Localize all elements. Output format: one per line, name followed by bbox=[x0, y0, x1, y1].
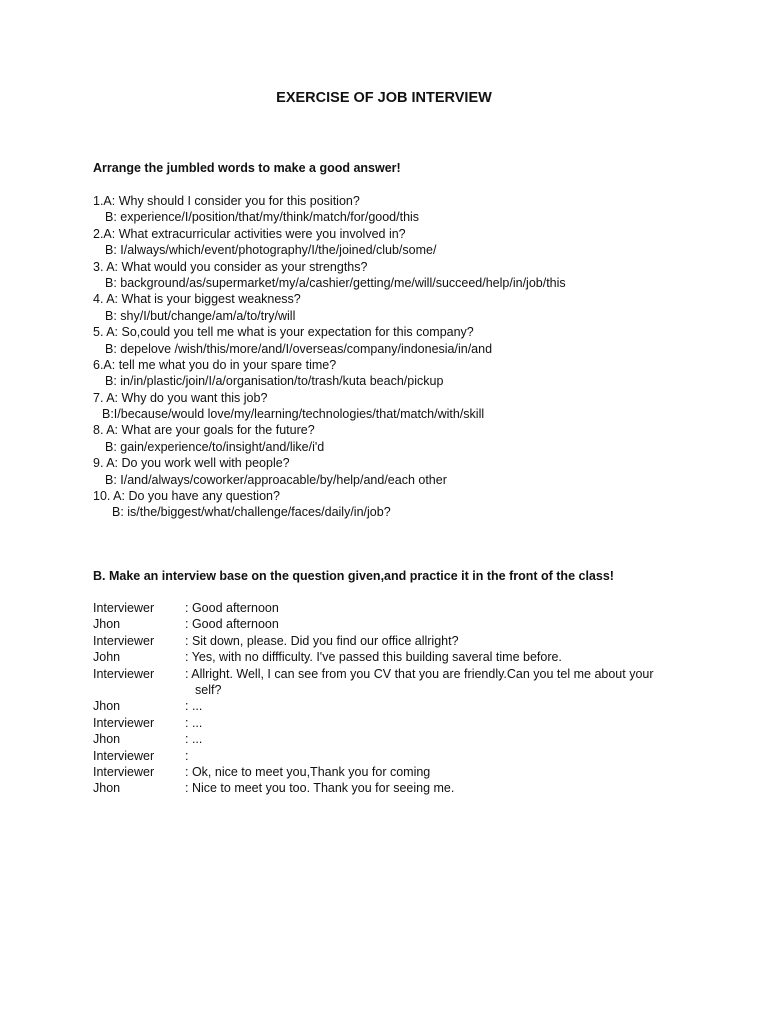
dialog-row bbox=[93, 748, 673, 764]
jumbled-words-list bbox=[93, 193, 733, 521]
question-line: 7. A: Why do you want this job? bbox=[93, 390, 268, 405]
section-b-instruction: B. Make an interview base on the question given,and practice it in the front of the class! bbox=[93, 569, 614, 583]
question-item bbox=[93, 422, 733, 455]
jumbled-answer-line: B: is/the/biggest/what/challenge/faces/daily/in/job? bbox=[112, 505, 391, 520]
speaker-name: John bbox=[93, 650, 121, 665]
utterance: : Good afternoon bbox=[185, 617, 279, 632]
dialog-row bbox=[93, 616, 673, 632]
question-item bbox=[93, 488, 733, 521]
dialog-row bbox=[93, 731, 673, 747]
speaker-name: Jhon bbox=[93, 732, 121, 747]
speaker-name: Interviewer bbox=[93, 601, 155, 615]
jumbled-answer-line: B: background/as/supermarket/my/a/cashier/getting/me/will/succeed/help/in/job/this bbox=[105, 275, 566, 290]
question-item bbox=[93, 390, 733, 423]
section-a-instruction: Arrange the jumbled words to make a good answer! bbox=[93, 161, 401, 175]
speaker-name: Interviewer bbox=[93, 633, 155, 648]
speaker-name: Interviewer bbox=[93, 765, 155, 780]
utterance: : Ok, nice to meet you,Thank you for coming bbox=[185, 765, 431, 780]
question-line: 4. A: What is your biggest weakness? bbox=[93, 292, 301, 307]
question-item bbox=[93, 455, 733, 488]
question-line: 10. A: Do you have any question? bbox=[93, 489, 280, 504]
dialog-row bbox=[93, 600, 673, 616]
question-line: 6.A: tell me what you do in your spare time? bbox=[93, 357, 337, 372]
utterance: : ... bbox=[185, 699, 203, 714]
question-line: 1.A: Why should I consider you for this position? bbox=[93, 194, 360, 208]
utterance: : Good afternoon bbox=[185, 601, 279, 615]
question-item bbox=[93, 324, 733, 357]
dialog-row bbox=[93, 780, 673, 796]
speaker-name: Jhon bbox=[93, 617, 121, 632]
jumbled-answer-line: B: gain/experience/to/insight/and/like/i'd bbox=[105, 439, 325, 454]
question-line: 8. A: What are your goals for the future? bbox=[93, 423, 315, 438]
dialog-row bbox=[93, 715, 673, 731]
dialog-row bbox=[93, 633, 673, 649]
utterance: : ... bbox=[185, 715, 203, 730]
utterance: : Yes, with no diffficulty. I've passed this building saveral time before. bbox=[185, 650, 562, 665]
question-line: 3. A: What would you consider as your strengths? bbox=[93, 259, 368, 274]
utterance: : Nice to meet you too. Thank you for seeing me. bbox=[185, 781, 455, 796]
speaker-name: Jhon bbox=[93, 781, 121, 796]
question-item bbox=[93, 357, 733, 390]
jumbled-answer-line: B: I/and/always/coworker/approacable/by/help/and/each other bbox=[105, 472, 447, 487]
utterance: : bbox=[185, 748, 189, 763]
jumbled-answer-line: B: experience/I/position/that/my/think/match/for/good/this bbox=[105, 210, 420, 225]
dialog-row bbox=[93, 698, 673, 714]
jumbled-answer-line: B: depelove /wish/this/more/and/I/overseas/company/indonesia/in/and bbox=[105, 341, 493, 356]
question-line: 5. A: So,could you tell me what is your expectation for this company? bbox=[93, 325, 474, 340]
speaker-name: Jhon bbox=[93, 699, 121, 714]
jumbled-answer-line: B: shy/I/but/change/am/a/to/try/will bbox=[105, 308, 296, 323]
speaker-name: Interviewer bbox=[93, 715, 155, 730]
jumbled-answer-line: B: I/always/which/event/photography/I/the/joined/club/some/ bbox=[105, 243, 437, 258]
question-line: 9. A: Do you work well with people? bbox=[93, 456, 290, 471]
utterance: : ... bbox=[185, 732, 203, 747]
dialog-row bbox=[93, 764, 673, 780]
question-item bbox=[93, 193, 733, 226]
utterance: : Allright. Well, I can see from you CV that you are friendly.Can you tel me about your self? bbox=[185, 666, 654, 698]
question-item bbox=[93, 259, 733, 292]
dialog-row bbox=[93, 666, 673, 699]
question-item bbox=[93, 226, 733, 259]
question-line: 2.A: What extracurricular activities were you involved in? bbox=[93, 226, 406, 241]
dialog-row bbox=[93, 649, 673, 665]
interview-dialog bbox=[93, 600, 673, 797]
utterance: : Sit down, please. Did you find our office allright? bbox=[185, 633, 459, 648]
speaker-name: Interviewer bbox=[93, 748, 155, 763]
page-title: EXERCISE OF JOB INTERVIEW bbox=[276, 90, 492, 106]
jumbled-answer-line: B: in/in/plastic/join/I/a/organisation/to/trash/kuta beach/pickup bbox=[105, 374, 444, 389]
jumbled-answer-line: B:I/because/would love/my/learning/technologies/that/match/with/skill bbox=[102, 407, 485, 422]
speaker-name: Interviewer bbox=[93, 666, 155, 681]
question-item bbox=[93, 291, 733, 324]
